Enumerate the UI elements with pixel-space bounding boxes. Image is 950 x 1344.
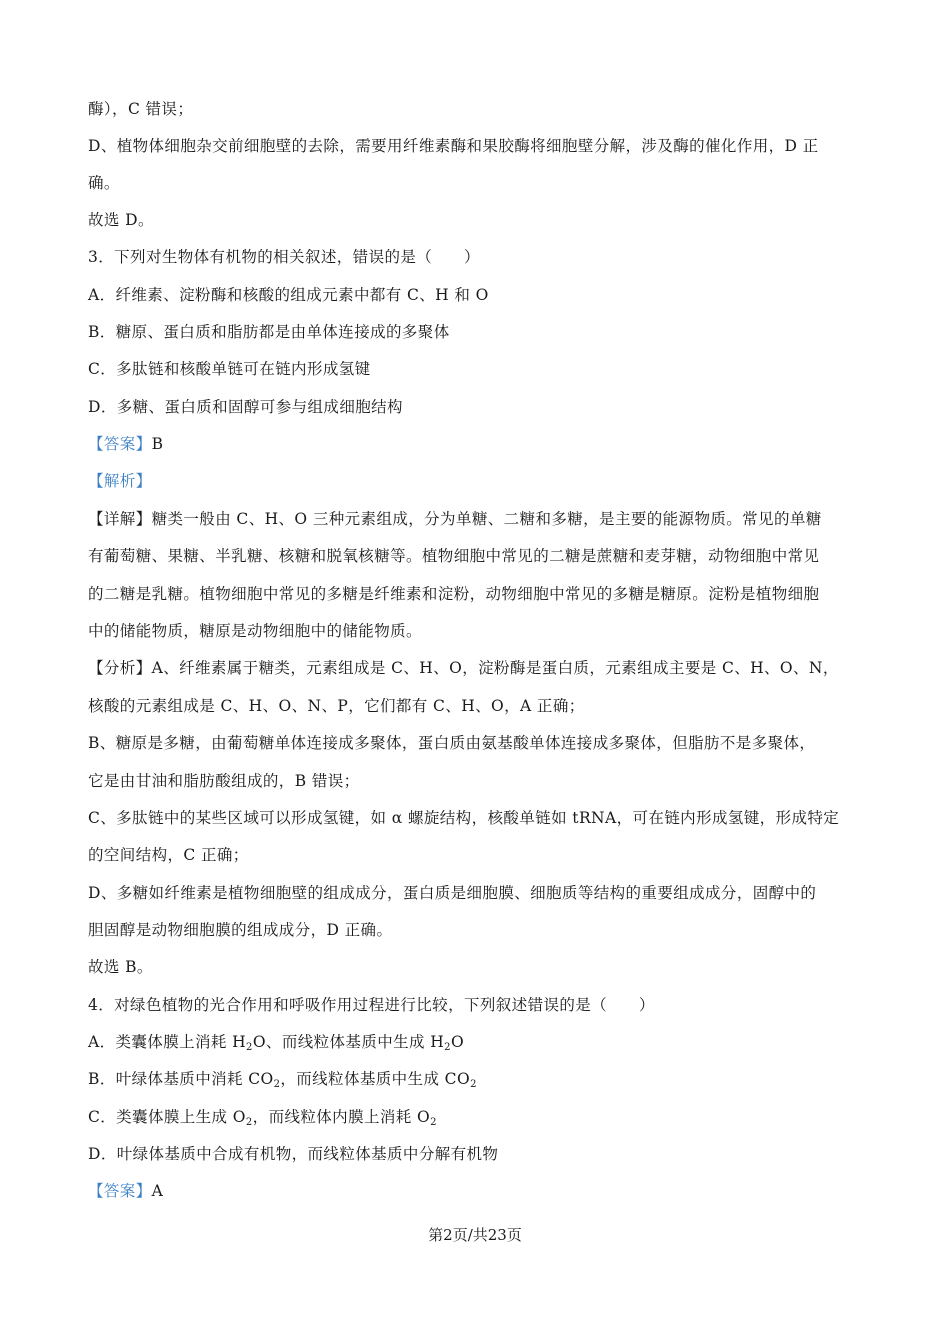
text-line: C、多肽链中的某些区域可以形成氢键，如 α 螺旋结构，核酸单链如 tRNA，可在链内形成氢键，形成特定 xyxy=(88,809,840,827)
question-3-option-b: B．糖原、蛋白质和脂肪都是由单体连接成的多聚体 xyxy=(88,323,450,341)
text-line: 确。 xyxy=(88,174,120,192)
question-3-stem: 3．下列对生物体有机物的相关叙述，错误的是（ ） xyxy=(88,248,480,266)
text-line: 的二糖是乳糖。植物细胞中常见的多糖是纤维素和淀粉，动物细胞中常见的多糖是糖原。淀粉是植物细胞 xyxy=(88,585,820,603)
explanation-line xyxy=(88,658,890,678)
answer-line xyxy=(88,434,890,454)
text-line: 故选 B。 xyxy=(88,958,153,976)
text-line: 的空间结构，C 正确； xyxy=(88,846,249,864)
analysis-line xyxy=(88,471,890,491)
text-line: B、糖原是多糖，由葡萄糖单体连接成多聚体，蛋白质由氨基酸单体连接成多聚体，但脂肪不是多聚体， xyxy=(88,734,816,752)
answer-value: A xyxy=(151,1182,164,1200)
question-3-option-d: D．多糖、蛋白质和固醇可参与组成细胞结构 xyxy=(88,398,403,416)
question-3-option-a: A．纤维素、淀粉酶和核酸的组成元素中都有 C、H 和 O xyxy=(88,286,489,304)
text-line: 核酸的元素组成是 C、H、O、N、P，它们都有 C、H、O，A 正确； xyxy=(88,697,585,715)
text-line: 中的储能物质，糖原是动物细胞中的储能物质。 xyxy=(88,622,422,640)
question-4-stem: 4．对绿色植物的光合作用和呼吸作用过程进行比较，下列叙述错误的是（ ） xyxy=(88,996,655,1014)
detail-tag: 【详解】 xyxy=(88,510,152,528)
question-4-option-b: B．叶绿体基质中消耗 $CO_2$，而线粒体基质中生成 $CO_2$ xyxy=(88,1070,477,1090)
answer-tag: 【答案】 xyxy=(88,1182,152,1200)
question-4-option-d: D．叶绿体基质中合成有机物，而线粒体基质中分解有机物 xyxy=(88,1145,499,1163)
detail-line xyxy=(88,509,890,529)
question-3-option-c: C．多肽链和核酸单链可在链内形成氢键 xyxy=(88,360,371,378)
detail-text: 糖类一般由 C、H、O 三种元素组成，分为单糖、二糖和多糖，是主要的能源物质。常见的单糖 xyxy=(151,510,822,528)
question-4-option-a: A．类囊体膜上消耗 $H_2O$、而线粒体基质中生成 $H_2O$ xyxy=(88,1033,465,1053)
answer-line xyxy=(88,1181,890,1201)
answer-tag: 【答案】 xyxy=(88,435,152,453)
text-line: 酶），C 错误； xyxy=(88,100,194,118)
text-line: D、多糖如纤维素是植物细胞壁的组成成分，蛋白质是细胞膜、细胞质等结构的重要组成成分，固醇中的 xyxy=(88,884,817,902)
explanation-text: A、纤维素属于糖类，元素组成是 C、H、O，淀粉酶是蛋白质，元素组成主要是 C、H、O、N， xyxy=(151,659,839,677)
text-line: 胆固醇是动物细胞膜的组成成分，D 正确。 xyxy=(88,921,393,939)
page-number: 第2页/共23页 xyxy=(428,1226,522,1244)
text-line: D、植物体细胞杂交前细胞壁的去除，需要用纤维素酶和果胶酶将细胞壁分解，涉及酶的催化作用，D 正 xyxy=(88,137,819,155)
text-line: 它是由甘油和脂肪酸组成的，B 错误； xyxy=(88,772,360,790)
explanation-tag: 【分析】 xyxy=(88,659,152,677)
analysis-tag: 【解析】 xyxy=(88,472,152,490)
text-line: 故选 D。 xyxy=(88,211,154,229)
question-4-option-c: C．类囊体膜上生成 $O_2$，而线粒体内膜上消耗 $O_2$ xyxy=(88,1108,437,1128)
answer-value: B xyxy=(151,435,164,453)
text-line: 有葡萄糖、果糖、半乳糖、核糖和脱氧核糖等。植物细胞中常见的二糖是蔗糖和麦芽糖，动物细胞中常见 xyxy=(88,547,820,565)
